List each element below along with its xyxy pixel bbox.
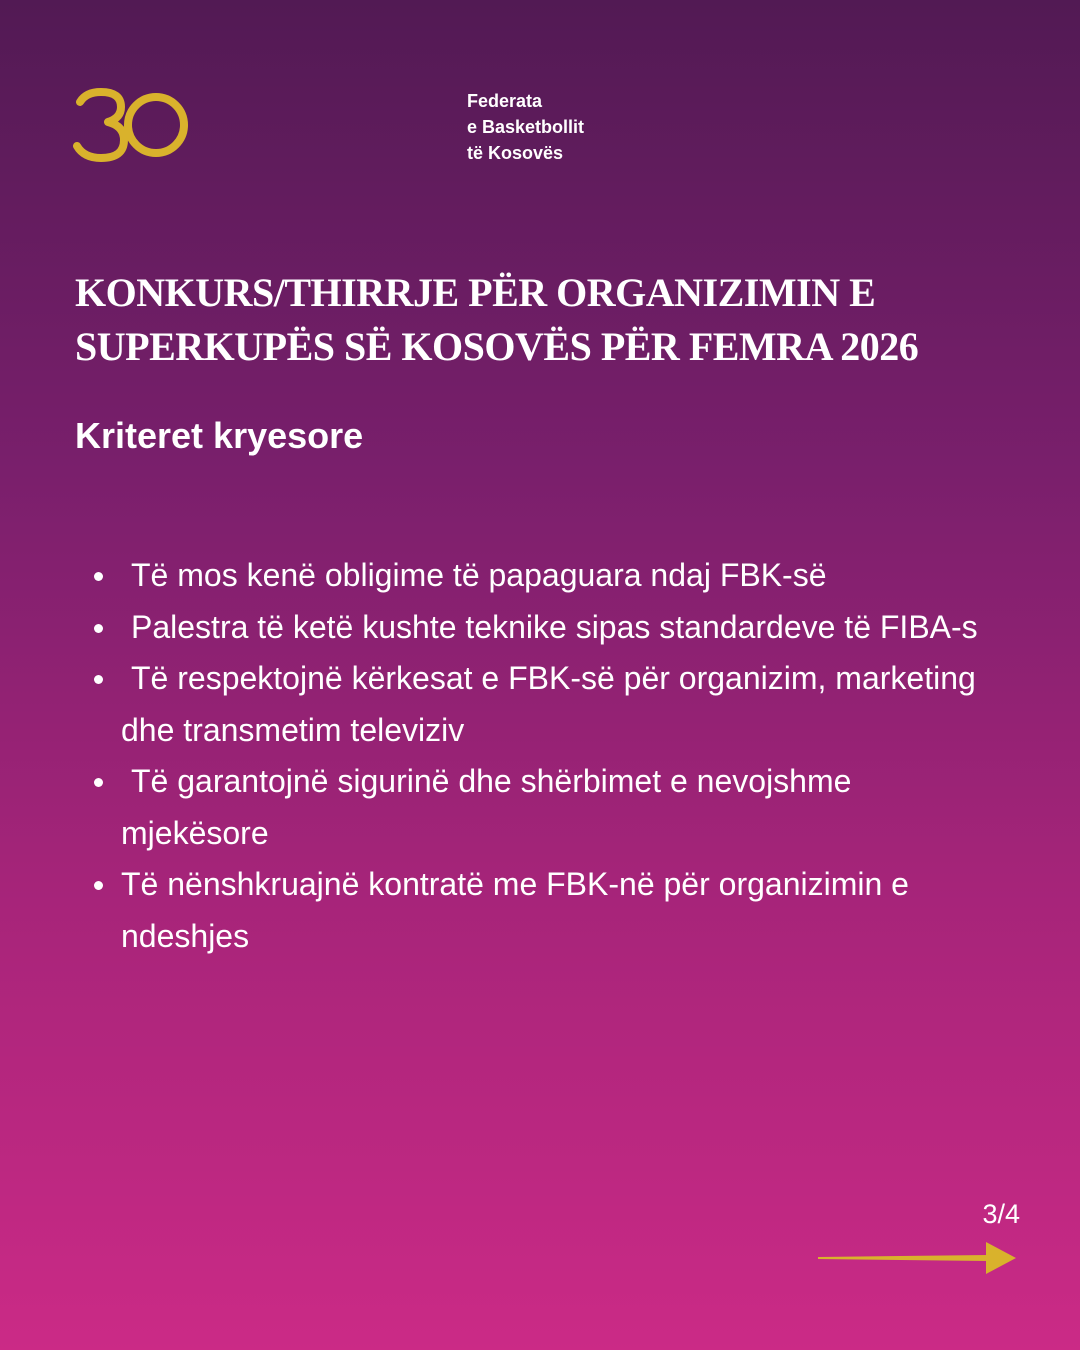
organization-name-line-1: Federata xyxy=(467,91,543,111)
page-indicator: 3/4 xyxy=(982,1199,1020,1229)
page-title xyxy=(75,266,1015,374)
criteria-item xyxy=(92,653,992,756)
criteria-item xyxy=(92,756,992,859)
criteria-item-text: Të mos kenë obligime të papaguara ndaj FBK-së xyxy=(131,557,827,593)
page-title-line-2: SUPERKUPËS SË KOSOVËS PËR FEMRA 2026 xyxy=(75,324,919,369)
criteria-item xyxy=(92,550,992,602)
section-heading: Kriteret kryesore xyxy=(75,415,364,456)
organization-name xyxy=(467,88,584,166)
organization-name-line-2: e Basketbollit xyxy=(467,117,585,137)
criteria-item-text: Palestra të ketë kushte teknike sipas standardeve të FIBA-s xyxy=(131,608,978,645)
criteria-item-text: Të garantojnë sigurinë dhe shërbimet e nevojshme mjekësore xyxy=(121,763,852,851)
criteria-list xyxy=(92,550,992,962)
criteria-item-text: Të respektojnë kërkesat e FBK-së për organizim, marketing dhe transmetim televiziv xyxy=(121,660,976,748)
fbk-30-logo xyxy=(72,88,190,162)
criteria-item xyxy=(92,602,992,654)
criteria-item-text: Të nënshkruajnë kontratë me FBK-në për organizimin e ndeshjes xyxy=(121,866,909,954)
organization-name-line-3: të Kosovës xyxy=(467,143,564,163)
criteria-item xyxy=(92,859,992,962)
page-title-line-1: KONKURS/THIRRJE PËR ORGANIZIMIN E xyxy=(75,270,876,315)
arrow-right-icon[interactable] xyxy=(818,1240,1018,1276)
